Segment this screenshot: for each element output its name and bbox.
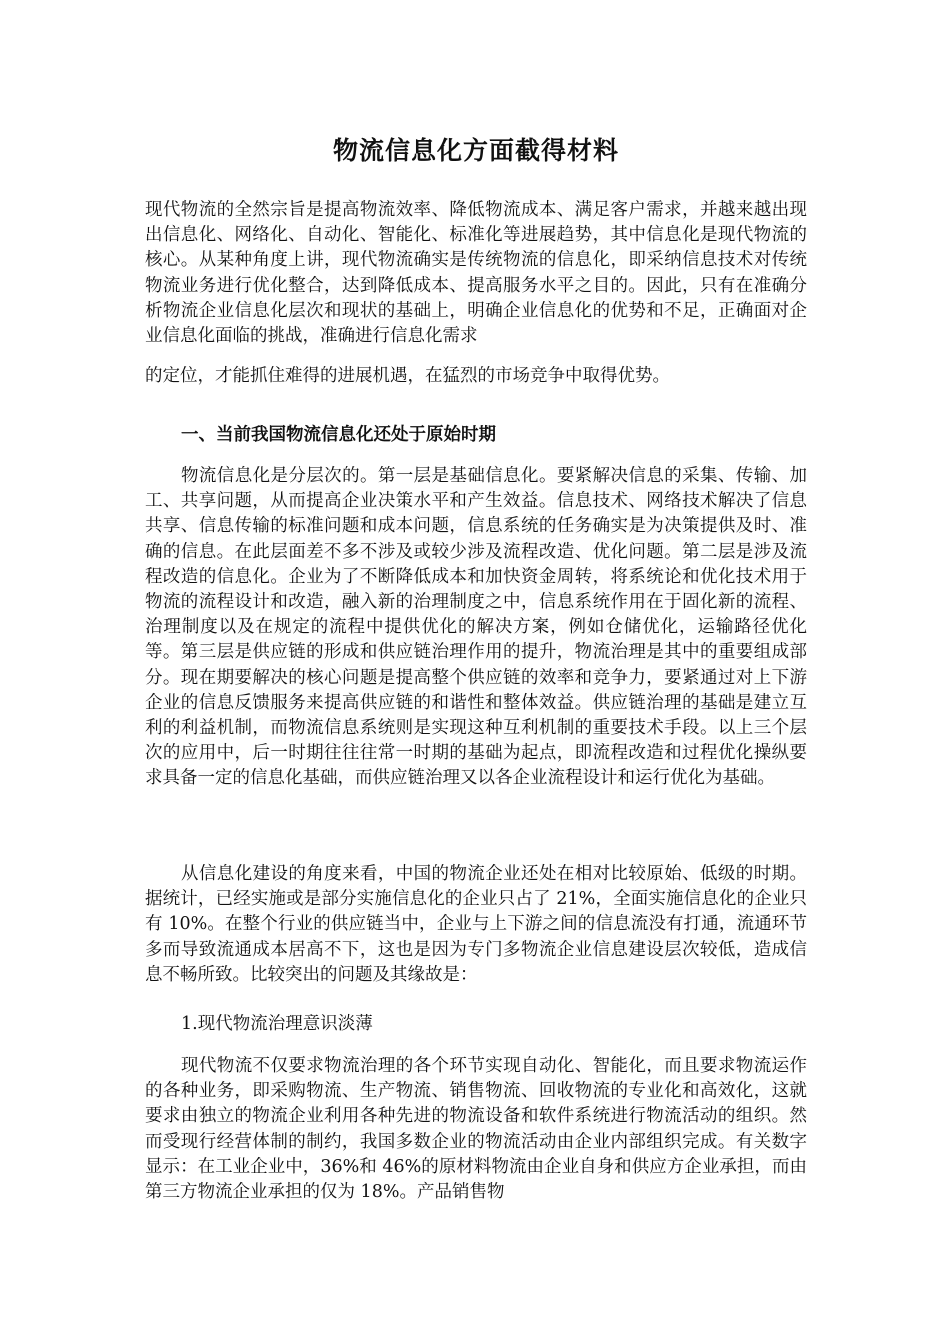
subsection-heading: 1.现代物流治理意识淡薄 (181, 1014, 373, 1034)
section-paragraph: 从信息化建设的角度来看，中国的物流企业还处在相对比较原始、低级的时期。据统计，已经实施或是部分实施信息化的企业只占了 21%，全面实施信息化的企业只有 10%。在整个行业的供应链当中，企业与上下游之间的信息流没有打通，流通环节多而导致流通成本居高不下，这也是因为专门多物流企业信息建设层次较低，造成信息不畅所致。比较突出的问题及其缘故是： (145, 864, 807, 985)
section-paragraph: 物流信息化是分层次的。第一层是基础信息化。要紧解决信息的采集、传输、加工、共享问题，从而提高企业决策水平和产生效益。信息技术、网络技术解决了信息共享、信息传输的标准问题和成本问题，信息系统的任务确实是为决策提供及时、准确的信息。在此层面差不多不涉及或较少涉及流程改造、优化问题。第二层是涉及流程改造的信息化。企业为了不断降低成本和加快资金周转，将系统论和优化技术用于物流的流程设计和改造，融入新的治理制度之中，信息系统作用在于固化新的流程、治理制度以及在规定的流程中提供优化的解决方案，例如仓储优化，运输路径优化等。第三层是供应链的形成和供应链治理作用的提升，物流治理是其中的重要组成部分。现在期要解决的核心问题是提高整个供应链的效率和竞争力，要紧通过对上下游企业的信息反馈服务来提高供应链的和谐性和整体效益。供应链治理的基础是建立互利的利益机制，而物流信息系统则是实现这种互利机制的重要技术手段。以上三个层次的应用中，后一时期往往往常一时期的基础为起点，即流程改造和过程优化操纵要求具备一定的信息化基础，而供应链治理又以各企业流程设计和运行优化为基础。 (145, 466, 807, 789)
document-title: 物流信息化方面截得材料 (332, 136, 619, 165)
intro-paragraph-last-line: 的定位，才能抓住难得的进展机遇，在猛烈的市场竞争中取得优势。 (145, 366, 670, 386)
section-heading: 一、当前我国物流信息化还处于原始时期 (181, 425, 496, 445)
intro-paragraph: 现代物流的全然宗旨是提高物流效率、降低物流成本、满足客户需求，并越来越出现出信息化、网络化、自动化、智能化、标准化等进展趋势，其中信息化是现代物流的核心。从某种角度上讲，现代物流确实是传统物流的信息化，即采纳信息技术对传统物流业务进行优化整合，达到降低成本、提高服务水平之目的。因此，只有在准确分析物流企业信息化层次和现状的基础上，明确企业信息化的优势和不足，正确面对企业信息化面临的挑战，准确进行信息化需求 (145, 200, 807, 347)
subsection-paragraph: 现代物流不仅要求物流治理的各个环节实现自动化、智能化，而且要求物流运作的各种业务，即采购物流、生产物流、销售物流、回收物流的专业化和高效化，这就要求由独立的物流企业利用各种先进的物流设备和软件系统进行物流活动的组织。然而受现行经营体制的制约，我国多数企业的物流活动由企业内部组织完成。有关数字显示：在工业企业中，36%和 46%的原材料物流由企业自身和供应方企业承担，而由第三方物流企业承担的仅为 18%。产品销售物 (145, 1056, 807, 1203)
